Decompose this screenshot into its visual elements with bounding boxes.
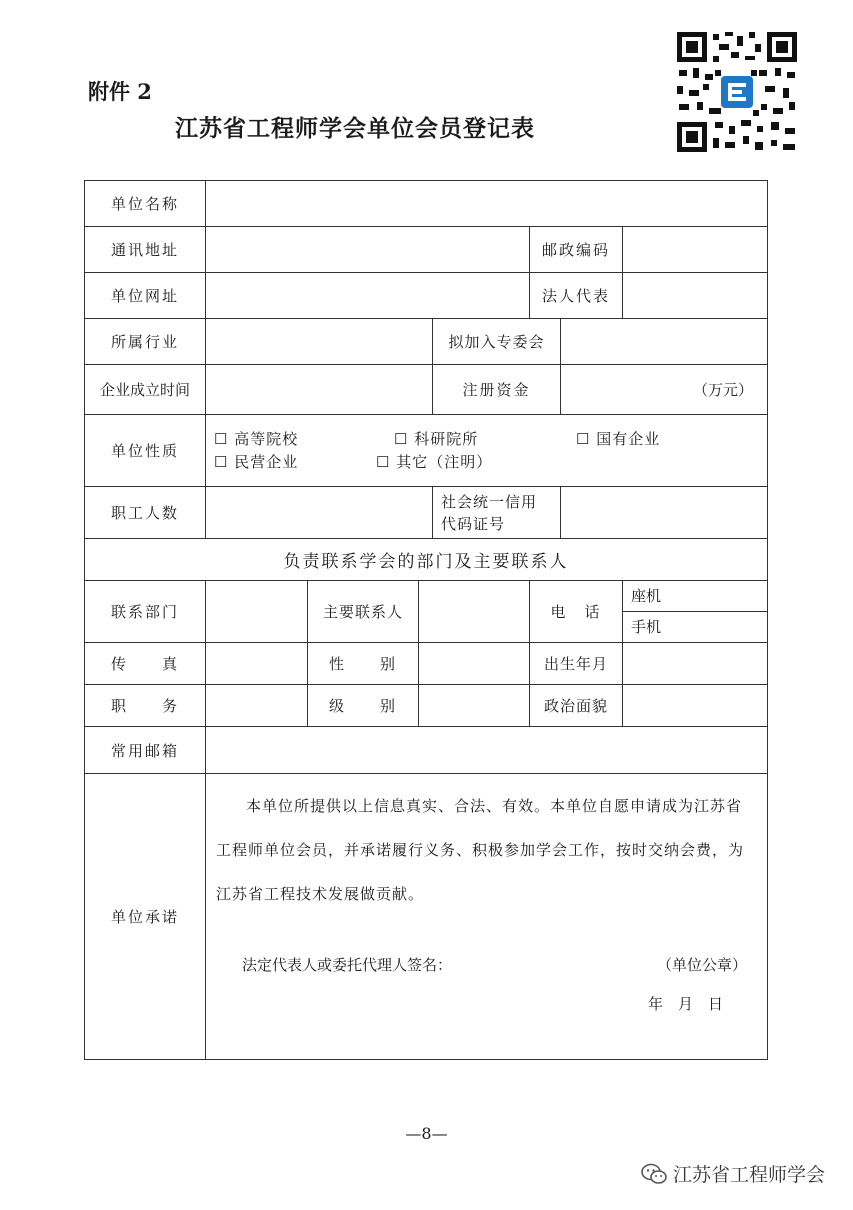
main-contact-field[interactable]	[419, 581, 530, 643]
unit-name-label: 单位名称	[85, 181, 206, 227]
nature-option-university[interactable]: ☐ 高等院校	[214, 429, 299, 448]
industry-field[interactable]	[206, 319, 433, 365]
phone-fields	[623, 581, 768, 643]
legal-rep-field[interactable]	[623, 273, 768, 319]
address-field[interactable]	[206, 227, 530, 273]
birth-field[interactable]	[623, 643, 768, 685]
nature-label: 单位性质	[85, 415, 206, 487]
gender-label: 性 别	[308, 643, 419, 685]
page-title: 江苏省工程师学会单位会员登记表	[175, 115, 535, 142]
website-label: 单位网址	[85, 273, 206, 319]
nature-options	[206, 415, 768, 487]
committee-label: 拟加入专委会	[433, 319, 561, 365]
email-field[interactable]	[206, 727, 768, 774]
position-label: 职 务	[85, 685, 206, 727]
founded-label: 企业成立时间	[85, 365, 206, 415]
mobile-field[interactable]	[623, 612, 767, 642]
pledge-label: 单位承诺	[85, 774, 206, 1060]
dept-field[interactable]	[206, 581, 308, 643]
level-field[interactable]	[419, 685, 530, 727]
address-label: 通讯地址	[85, 227, 206, 273]
industry-label: 所属行业	[85, 319, 206, 365]
postcode-field[interactable]	[623, 227, 768, 273]
footer-brand-name: 江苏省工程师学会	[672, 1164, 825, 1186]
checkbox-icon[interactable]: ☐	[394, 429, 409, 448]
dept-label: 联系部门	[85, 581, 206, 643]
checkbox-icon[interactable]: ☐	[576, 429, 591, 448]
date-label: 年 月 日	[648, 995, 724, 1013]
capital-unit: （万元）	[693, 381, 754, 399]
registration-form	[84, 180, 768, 1060]
birth-label: 出生年月	[530, 643, 623, 685]
wechat-icon	[641, 1163, 667, 1185]
nature-option-institute[interactable]: ☐ 科研院所	[394, 429, 479, 448]
main-contact-label: 主要联系人	[308, 581, 419, 643]
fax-label: 传 真	[85, 643, 206, 685]
pledge-cell	[206, 774, 768, 1060]
credit-code-label: 社会统一信用代码证号	[433, 487, 561, 539]
nature-option-state-owned[interactable]: ☐ 国有企业	[576, 429, 661, 448]
checkbox-icon[interactable]: ☐	[214, 452, 229, 471]
landline-label: 座机	[631, 587, 662, 605]
landline-field[interactable]	[623, 581, 767, 612]
page-number: —8—	[405, 1124, 448, 1143]
attachment-label: 附件 2	[88, 79, 152, 104]
unit-name-field[interactable]	[206, 181, 768, 227]
contact-section-heading: 负责联系学会的部门及主要联系人	[85, 539, 768, 581]
mobile-label: 手机	[631, 618, 662, 636]
phone-label: 电 话	[530, 581, 623, 643]
checkbox-icon[interactable]: ☐	[376, 452, 391, 471]
postcode-label: 邮政编码	[530, 227, 623, 273]
qr-code-icon	[675, 30, 799, 154]
founded-field[interactable]	[206, 365, 433, 415]
footer-brand	[641, 1160, 825, 1187]
staff-field[interactable]	[206, 487, 433, 539]
fax-field[interactable]	[206, 643, 308, 685]
nature-option-private[interactable]: ☐ 民营企业	[214, 452, 299, 471]
signature-label: 法定代表人或委托代理人签名：	[242, 956, 453, 974]
gender-field[interactable]	[419, 643, 530, 685]
checkbox-icon[interactable]: ☐	[214, 429, 229, 448]
political-field[interactable]	[623, 685, 768, 727]
legal-rep-label: 法人代表	[530, 273, 623, 319]
pledge-text: 本单位所提供以上信息真实、合法、有效。本单位自愿申请成为江苏省工程师单位会员，并承诺履行义务、积极参加学会工作，按时交纳会费，为江苏省工程技术发展做贡献。	[216, 797, 745, 903]
capital-label: 注册资金	[433, 365, 561, 415]
level-label: 级 别	[308, 685, 419, 727]
committee-field[interactable]	[561, 319, 768, 365]
credit-code-field[interactable]	[561, 487, 768, 539]
position-field[interactable]	[206, 685, 308, 727]
capital-field[interactable]	[561, 365, 768, 415]
political-label: 政治面貌	[530, 685, 623, 727]
seal-label: （单位公章）	[657, 956, 748, 974]
website-field[interactable]	[206, 273, 530, 319]
nature-option-other[interactable]: ☐ 其它（注明）	[376, 452, 493, 471]
email-label: 常用邮箱	[85, 727, 206, 774]
staff-label: 职工人数	[85, 487, 206, 539]
